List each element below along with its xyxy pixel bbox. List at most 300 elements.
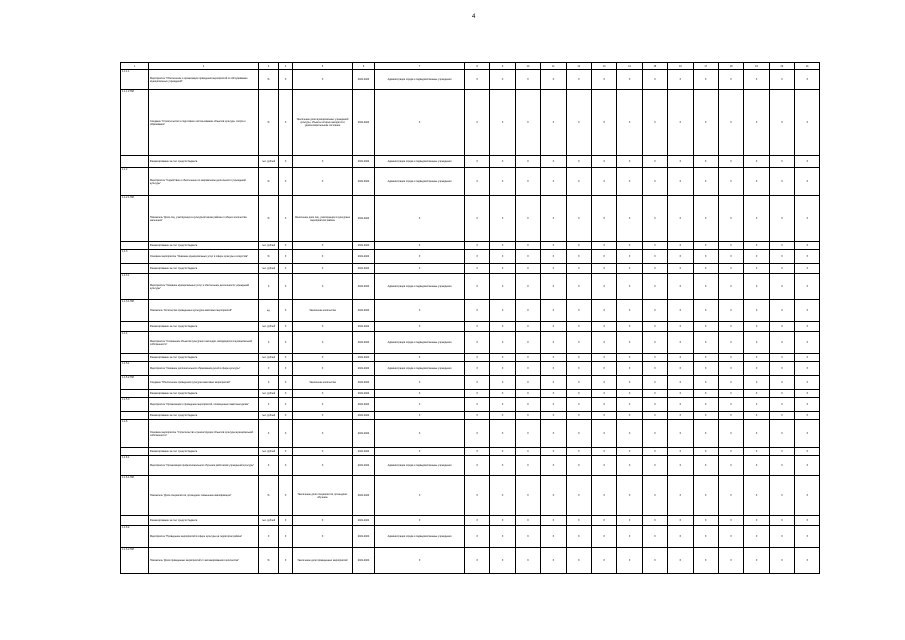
row-description: Мероприятие "Содействие и обеспечение по направлению деятельности учреждений культуры" (149, 168, 259, 196)
row-value-cell: X (744, 196, 769, 242)
row-value-cell: X (591, 322, 616, 332)
row-period: 2021-2024 (353, 322, 375, 332)
row-code: 1.1.6.1 (121, 456, 149, 476)
row-unit: X (259, 362, 279, 376)
row-value-cell: X (591, 412, 616, 420)
row-code: 1.1.3.1.ПМ (121, 300, 149, 322)
row-value-cell: X (541, 332, 566, 354)
row-unit: % (259, 476, 279, 516)
row-indicator-type: X (293, 274, 353, 300)
row-value-cell: X (490, 526, 515, 548)
column-number: 12 (566, 63, 591, 70)
row-value-cell: X (795, 90, 820, 156)
row-indicator-type: X (293, 70, 353, 90)
row-value-cell: X (744, 362, 769, 376)
row-value-cell: X (566, 274, 591, 300)
row-value-cell: X (668, 168, 693, 196)
row-value-cell: X (693, 322, 718, 332)
row-code: 1.1.1.2.ПМ (121, 90, 149, 156)
row-period: 2021-2024 (353, 168, 375, 196)
row-period: 2021-2024 (353, 420, 375, 448)
row-description: Мероприятие "Оказание муниципальных услуг и обеспечение деятельности учреждений культуры" (149, 274, 259, 300)
row-value-cell: X (769, 322, 794, 332)
row-value-cell: X (617, 412, 642, 420)
row-value-cell: X (693, 362, 718, 376)
table-row (121, 376, 820, 390)
row-description: Показатель "Доля лиц, участвующих в культурной жизни района от общего количества населения" (149, 196, 259, 242)
row-executor: X (375, 322, 465, 332)
row-description: Финансирование за счет средств бюджета (149, 390, 259, 398)
row-description: Мероприятие "Организация профессионального обучения работников учреждений культуры" (149, 456, 259, 476)
row-value-cell: X (769, 300, 794, 322)
row-value-cell: X (795, 242, 820, 250)
table-row (121, 90, 820, 156)
row-value-cell: X (515, 332, 540, 354)
row-executor: X (375, 264, 465, 274)
row-value-cell: X (566, 412, 591, 420)
row-value-cell: X (642, 70, 667, 90)
row-value-cell: X (744, 548, 769, 574)
row-value-cell: X (642, 242, 667, 250)
row-value-cell: X (718, 376, 743, 390)
row-value-cell: X (642, 448, 667, 456)
row-value-cell: X (591, 242, 616, 250)
row-value-cell: X (515, 412, 540, 420)
column-number: 5 (293, 63, 353, 70)
row-value-cell: X (795, 526, 820, 548)
row-value-cell: X (541, 456, 566, 476)
row-description: Финансирование за счет средств бюджета (149, 242, 259, 250)
row-indicator-type: Увеличение количества (293, 300, 353, 322)
row-value-cell: X (795, 156, 820, 168)
row-value-cell: X (642, 156, 667, 168)
row-description: Мероприятие "Организация и проведение мероприятий, посвященных памятным датам" (149, 398, 259, 412)
row-value-cell: X (769, 526, 794, 548)
row-base-value: X (279, 332, 293, 354)
row-period: 2021-2024 (353, 548, 375, 574)
row-value-cell: X (490, 90, 515, 156)
row-base-value: X (279, 322, 293, 332)
table-row (121, 156, 820, 168)
row-value-cell: X (693, 274, 718, 300)
table-row (121, 196, 820, 242)
row-value-cell: X (465, 90, 490, 156)
row-value-cell: X (591, 168, 616, 196)
row-indicator-type: X (293, 354, 353, 362)
row-value-cell: X (617, 70, 642, 90)
row-value-cell: X (769, 354, 794, 362)
row-indicator-type: Увеличение доли лиц, участвующих в культурных мероприятиях района (293, 196, 353, 242)
row-value-cell: X (591, 362, 616, 376)
row-value-cell: X (744, 322, 769, 332)
row-value-cell: X (591, 264, 616, 274)
row-value-cell: X (541, 242, 566, 250)
table-row (121, 168, 820, 196)
row-value-cell: X (617, 274, 642, 300)
row-executor: X (375, 196, 465, 242)
row-value-cell: X (490, 332, 515, 354)
row-indicator-type: X (293, 448, 353, 456)
row-value-cell: X (617, 376, 642, 390)
row-value-cell: X (693, 398, 718, 412)
row-code (121, 264, 149, 274)
row-base-value: X (279, 516, 293, 526)
row-value-cell: X (591, 274, 616, 300)
row-value-cell: X (744, 274, 769, 300)
row-value-cell: X (541, 548, 566, 574)
row-value-cell: X (642, 322, 667, 332)
table-row (121, 456, 820, 476)
column-number: 8 (465, 63, 490, 70)
row-value-cell: X (515, 476, 540, 516)
column-number: 6 (353, 63, 375, 70)
row-code: 1.1.4 (121, 332, 149, 354)
row-value-cell: X (642, 90, 667, 156)
row-value-cell: X (769, 362, 794, 376)
row-value-cell: X (515, 398, 540, 412)
row-value-cell: X (490, 70, 515, 90)
table-row (121, 250, 820, 264)
row-value-cell: X (718, 90, 743, 156)
row-period: 2021-2024 (353, 456, 375, 476)
row-value-cell: X (490, 300, 515, 322)
row-value-cell: X (718, 70, 743, 90)
row-value-cell: X (718, 516, 743, 526)
row-code: 1.1.3.1 (121, 274, 149, 300)
row-unit: % (259, 196, 279, 242)
row-value-cell: X (541, 70, 566, 90)
row-value-cell: X (566, 322, 591, 332)
row-value-cell: X (465, 354, 490, 362)
row-value-cell: X (566, 250, 591, 264)
row-value-cell: X (795, 448, 820, 456)
row-value-cell: X (795, 456, 820, 476)
table-row (121, 420, 820, 448)
row-value-cell: X (744, 526, 769, 548)
row-description: Создание "Строительство и подготовка к использованию объектов культуры, спорта и образования" (149, 90, 259, 156)
row-value-cell: X (465, 476, 490, 516)
row-code: 1.1.2.1.ПМ (121, 196, 149, 242)
row-code (121, 242, 149, 250)
row-value-cell: X (591, 354, 616, 362)
row-value-cell: X (744, 516, 769, 526)
row-value-cell: X (591, 456, 616, 476)
row-value-cell: X (642, 526, 667, 548)
row-executor: X (375, 376, 465, 390)
row-value-cell: X (769, 264, 794, 274)
row-value-cell: X (566, 156, 591, 168)
row-value-cell: X (769, 242, 794, 250)
row-base-value: X (279, 168, 293, 196)
row-executor: Администрация города и подведомственные учреждения (375, 362, 465, 376)
row-value-cell: X (465, 420, 490, 448)
row-value-cell: X (591, 420, 616, 448)
row-executor: Администрация города и подведомственные учреждения (375, 456, 465, 476)
row-value-cell: X (795, 390, 820, 398)
row-value-cell: X (490, 456, 515, 476)
row-value-cell: X (744, 412, 769, 420)
row-base-value: X (279, 420, 293, 448)
row-value-cell: X (668, 526, 693, 548)
row-value-cell: X (566, 196, 591, 242)
row-description: Показатель "Доля специалистов, прошедших повышение квалификации" (149, 476, 259, 516)
row-executor: X (375, 90, 465, 156)
row-value-cell: X (591, 90, 616, 156)
row-value-cell: X (693, 354, 718, 362)
row-value-cell: X (617, 300, 642, 322)
table-row (121, 354, 820, 362)
row-unit: тыс. рублей (259, 516, 279, 526)
row-value-cell: X (591, 548, 616, 574)
row-value-cell: X (795, 412, 820, 420)
row-value-cell: X (642, 168, 667, 196)
table-row (121, 300, 820, 322)
row-indicator-type: X (293, 250, 353, 264)
row-value-cell: X (490, 362, 515, 376)
row-unit: X (259, 420, 279, 448)
row-period: 2021-2024 (353, 156, 375, 168)
row-value-cell: X (668, 398, 693, 412)
row-value-cell: X (769, 456, 794, 476)
row-value-cell: X (591, 70, 616, 90)
row-indicator-type: Увеличение доли специалистов, прошедших обучение (293, 476, 353, 516)
table-row (121, 412, 820, 420)
row-value-cell: X (744, 420, 769, 448)
row-value-cell: X (566, 476, 591, 516)
row-period: 2021-2024 (353, 274, 375, 300)
row-value-cell: X (617, 420, 642, 448)
row-executor: X (375, 390, 465, 398)
row-base-value: X (279, 242, 293, 250)
row-code: 1.1.6.1.ПМ (121, 476, 149, 516)
row-indicator-type: X (293, 526, 353, 548)
row-value-cell: X (769, 448, 794, 456)
table-row (121, 548, 820, 574)
column-number: 4 (279, 63, 293, 70)
row-period: 2021-2024 (353, 448, 375, 456)
row-code (121, 156, 149, 168)
row-code (121, 412, 149, 420)
row-value-cell: X (795, 250, 820, 264)
row-base-value: X (279, 250, 293, 264)
row-value-cell: X (515, 264, 540, 274)
row-base-value: X (279, 548, 293, 574)
row-unit: тыс. рублей (259, 390, 279, 398)
row-period: 2021-2024 (353, 476, 375, 516)
row-value-cell: X (668, 90, 693, 156)
row-period: 2021-2024 (353, 526, 375, 548)
row-value-cell: X (591, 376, 616, 390)
row-base-value: X (279, 156, 293, 168)
row-value-cell: X (718, 196, 743, 242)
row-base-value: X (279, 476, 293, 516)
row-value-cell: X (718, 242, 743, 250)
row-value-cell: X (718, 264, 743, 274)
row-value-cell: X (465, 196, 490, 242)
row-value-cell: X (642, 332, 667, 354)
row-value-cell: X (769, 476, 794, 516)
column-number: 10 (515, 63, 540, 70)
row-value-cell: X (744, 390, 769, 398)
row-value-cell: X (668, 412, 693, 420)
row-unit: тыс. рублей (259, 322, 279, 332)
row-value-cell: X (744, 398, 769, 412)
row-value-cell: X (591, 332, 616, 354)
row-executor: X (375, 476, 465, 516)
row-value-cell: X (617, 90, 642, 156)
column-number: 14 (617, 63, 642, 70)
row-value-cell: X (490, 354, 515, 362)
row-value-cell: X (490, 398, 515, 412)
row-executor: Администрация города и подведомственные учреждения (375, 274, 465, 300)
row-base-value: X (279, 264, 293, 274)
table-row (121, 526, 820, 548)
row-value-cell: X (642, 250, 667, 264)
row-code (121, 354, 149, 362)
row-value-cell: X (795, 362, 820, 376)
column-number: 21 (795, 63, 820, 70)
row-value-cell: X (465, 70, 490, 90)
row-base-value: X (279, 398, 293, 412)
row-value-cell: X (490, 390, 515, 398)
row-value-cell: X (490, 376, 515, 390)
row-value-cell: X (541, 354, 566, 362)
row-period: 2021-2024 (353, 242, 375, 250)
row-executor: X (375, 242, 465, 250)
row-value-cell: X (668, 448, 693, 456)
row-value-cell: X (744, 242, 769, 250)
row-value-cell: X (718, 390, 743, 398)
row-value-cell: X (668, 548, 693, 574)
row-indicator-type: X (293, 168, 353, 196)
row-value-cell: X (541, 274, 566, 300)
row-value-cell: X (769, 156, 794, 168)
row-period: 2021-2024 (353, 250, 375, 264)
row-value-cell: X (566, 456, 591, 476)
row-value-cell: X (490, 412, 515, 420)
row-value-cell: X (541, 420, 566, 448)
row-indicator-type: X (293, 264, 353, 274)
row-value-cell: X (591, 390, 616, 398)
row-value-cell: X (795, 398, 820, 412)
column-number: 19 (744, 63, 769, 70)
row-executor: X (375, 516, 465, 526)
row-unit: тыс. рублей (259, 242, 279, 250)
row-value-cell: X (465, 300, 490, 322)
row-indicator-type: Увеличение доли муниципальных учреждений культуры, объекты которых находятся в удовлетворительном состоянии (293, 90, 353, 156)
row-code: 1.1.2 (121, 168, 149, 196)
row-value-cell: X (718, 398, 743, 412)
row-value-cell: X (617, 322, 642, 332)
row-value-cell: X (515, 354, 540, 362)
row-value-cell: X (566, 70, 591, 90)
row-value-cell: X (490, 242, 515, 250)
row-value-cell: X (693, 376, 718, 390)
row-value-cell: X (769, 274, 794, 300)
row-value-cell: X (769, 250, 794, 264)
row-code: 1.1.6.2 (121, 526, 149, 548)
row-value-cell: X (693, 526, 718, 548)
row-value-cell: X (693, 548, 718, 574)
row-value-cell: X (566, 90, 591, 156)
row-value-cell: X (718, 156, 743, 168)
row-value-cell: X (718, 456, 743, 476)
row-value-cell: X (591, 398, 616, 412)
row-value-cell: X (465, 412, 490, 420)
row-indicator-type: X (293, 456, 353, 476)
row-value-cell: X (718, 322, 743, 332)
row-value-cell: X (769, 168, 794, 196)
row-value-cell: X (490, 196, 515, 242)
table-row (121, 362, 820, 376)
row-unit: тыс. рублей (259, 354, 279, 362)
row-value-cell: X (693, 412, 718, 420)
row-value-cell: X (465, 362, 490, 376)
table-row (121, 516, 820, 526)
row-value-cell: X (642, 264, 667, 274)
row-indicator-type: X (293, 322, 353, 332)
row-value-cell: X (769, 332, 794, 354)
row-value-cell: X (693, 156, 718, 168)
row-value-cell: X (642, 354, 667, 362)
row-value-cell: X (490, 420, 515, 448)
row-value-cell: X (541, 300, 566, 322)
row-executor: X (375, 420, 465, 448)
row-description: Мероприятие "Сохранение объектов культурного наследия, находящихся в муниципальной собственности" (149, 332, 259, 354)
row-unit: X (259, 526, 279, 548)
row-code (121, 448, 149, 456)
row-value-cell: X (566, 376, 591, 390)
row-value-cell: X (566, 516, 591, 526)
row-value-cell: X (617, 250, 642, 264)
row-base-value: X (279, 354, 293, 362)
row-value-cell: X (795, 476, 820, 516)
row-period: 2021-2024 (353, 300, 375, 322)
row-period: 2021-2024 (353, 70, 375, 90)
row-base-value: X (279, 90, 293, 156)
row-code: 1.1.5.2.ПМ (121, 376, 149, 390)
row-period: 2021-2024 (353, 376, 375, 390)
table-row (121, 448, 820, 456)
row-executor: X (375, 300, 465, 322)
row-value-cell: X (490, 548, 515, 574)
row-value-cell: X (566, 264, 591, 274)
row-executor: X (375, 398, 465, 412)
row-indicator-type: Увеличение количества (293, 376, 353, 390)
row-indicator-type: X (293, 516, 353, 526)
row-value-cell: X (515, 322, 540, 332)
row-value-cell: X (617, 456, 642, 476)
row-description: Показатель "Доля проведенных мероприятий от запланированного количества" (149, 548, 259, 574)
row-value-cell: X (693, 448, 718, 456)
row-period: 2021-2024 (353, 196, 375, 242)
row-period: 2021-2024 (353, 398, 375, 412)
row-value-cell: X (693, 70, 718, 90)
row-value-cell: X (642, 516, 667, 526)
row-value-cell: X (490, 250, 515, 264)
row-value-cell: X (515, 70, 540, 90)
row-value-cell: X (515, 196, 540, 242)
row-value-cell: X (566, 242, 591, 250)
row-value-cell: X (541, 448, 566, 456)
row-value-cell: X (642, 412, 667, 420)
row-value-cell: X (566, 168, 591, 196)
row-period: 2021-2024 (353, 390, 375, 398)
row-value-cell: X (795, 322, 820, 332)
row-value-cell: X (617, 242, 642, 250)
row-value-cell: X (693, 390, 718, 398)
row-code (121, 322, 149, 332)
